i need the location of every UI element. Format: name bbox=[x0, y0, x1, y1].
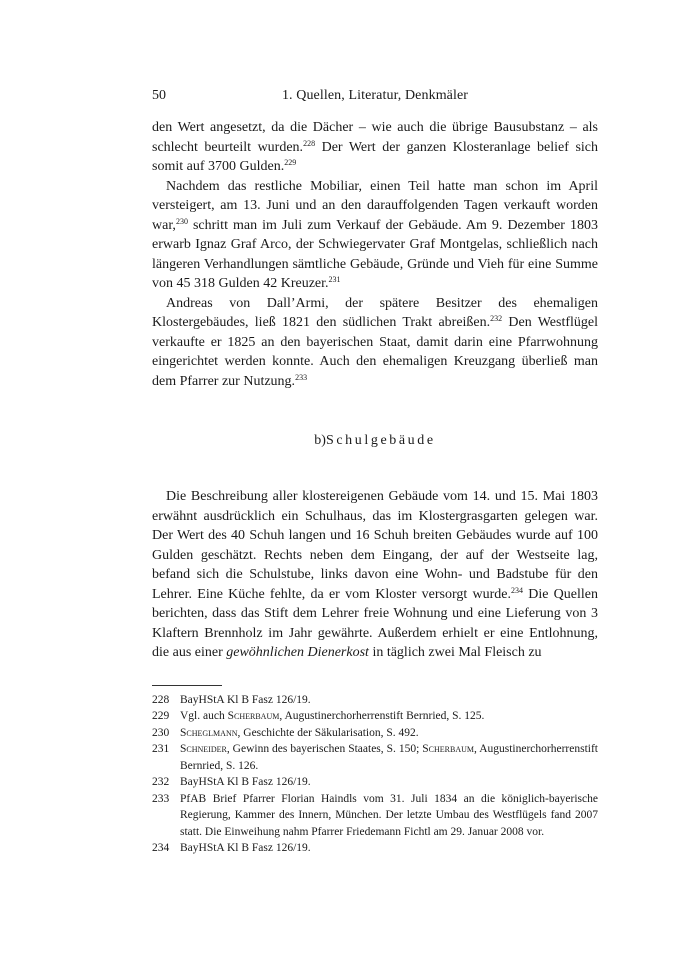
footnote bbox=[152, 692, 598, 709]
footnote bbox=[152, 840, 598, 857]
footnote-number: 231 bbox=[152, 743, 170, 755]
footnote-ref: 231 bbox=[328, 275, 341, 284]
footnote-ref: 230 bbox=[175, 216, 188, 226]
paragraph-text: Die Beschreibung aller klostereigenen Gebäude vom 14. und 15. Mai 1803 erwähnt ausdrücklich ein Schulhaus, das im Klostergrasgarten gelegen war. Der Wert des 40 Schuh langen und 16 Schuh breiten Gebäudes wurde auf 100 Gulden geschätzt. Rechts neben dem Eingang, der auf der Westseite lag, befand sich die Schulstube, links davon eine Wohn- und Badstube für den Lehrer. Eine Küche fehlte, da er vom Kloster versorgt wurde. bbox=[152, 489, 598, 602]
author-name: Scherbaum bbox=[227, 710, 280, 722]
footnote bbox=[152, 741, 598, 774]
footnote-ref: 229 bbox=[284, 158, 297, 167]
paragraph bbox=[152, 118, 598, 177]
footnote-text: BayHStA Kl B Fasz 126/19. bbox=[180, 776, 311, 788]
footnote-text bbox=[180, 725, 598, 742]
paragraph-text: in täglich zwei Mal Fleisch zu bbox=[368, 645, 542, 660]
paragraph bbox=[152, 294, 598, 392]
author-name: Schneider bbox=[180, 743, 227, 755]
footnote-number: 234 bbox=[152, 842, 170, 854]
running-head: 1. Quellen, Literatur, Denkmäler bbox=[281, 88, 469, 103]
footnote bbox=[152, 791, 598, 841]
footnote-number: 228 bbox=[152, 693, 170, 706]
paragraph-text: Die Quellen berichten, dass das Stift dem Lehrer freie Wohnung und eine Lieferung von 3 Klaftern Brennholz im Jahr gewährte. Außerdem erhielt er eine Entlohnung, die aus einer bbox=[152, 586, 598, 660]
paragraph bbox=[152, 177, 598, 294]
body-text bbox=[152, 118, 598, 663]
section-prefix: b) bbox=[314, 433, 326, 448]
footnote-text: BayHStA Kl B Fasz 126/19. bbox=[180, 842, 311, 854]
footnote-divider bbox=[152, 685, 222, 686]
paragraph bbox=[152, 487, 598, 663]
paragraph-text: schritt man im Juli zum Verkauf der Gebäude. Am 9. Dezember 1803 erwarb Ignaz Graf Arco, der Schwiegervater Graf Montgelas, schließlich nach längeren Verhandlungen sämtliche Gebäude, Gründe und Vieh für eine Summe von 45 318 Gulden 42 Kreuzer. bbox=[152, 217, 598, 291]
footnote-text bbox=[180, 708, 598, 725]
footnote-text-part: , Augustinerchorherrenstift Bernried, S. 125. bbox=[279, 710, 485, 722]
footnote-number: 232 bbox=[152, 776, 170, 788]
paragraph-text: Den Westflügel verkaufte er 1825 an den bayerischen Staat, damit darin eine Pfarrwohnung eingerichtet werden konnte. Auch den ehemaligen Kreuzgang überließ man dem Pfarrer zur Nutzung. bbox=[152, 315, 598, 389]
footnote bbox=[152, 774, 598, 791]
footnote-text: PfAB Brief Pfarrer Florian Haindls vom 31. Juli 1834 an die königlich-bayerische Regierung, Kammer des Innern, München. Der letzte Umbau des Westflügels fand 2007 statt. Die Einweihung nahm Pfarrer Friedemann Fichtl am 29. Januar 2008 vor. bbox=[180, 792, 598, 838]
footnote-text-part: , Augustinerchorherrenstift Bernried, S. 126. bbox=[180, 743, 598, 772]
emphasized-term: gewöhnlichen Dienerkost bbox=[226, 645, 369, 660]
footnote-number: 229 bbox=[152, 710, 170, 722]
footnote-text-part: Vgl. auch bbox=[180, 710, 228, 722]
footnote-text-part: , Gewinn des bayerischen Staates, S. 150; bbox=[226, 743, 423, 755]
section-heading bbox=[152, 431, 598, 451]
section-title: Schulgebäude bbox=[325, 433, 436, 448]
footnote-ref: 232 bbox=[490, 314, 503, 323]
paragraph-text: den Wert angesetzt, da die Dächer – wie auch die übrige Bausubstanz – als schlecht beurteilt wurden. bbox=[152, 120, 598, 155]
footnote-number: 230 bbox=[152, 726, 170, 739]
paragraph-text: Andreas von Dall’Armi, der spätere Besitzer des ehemaligen Klostergebäudes, ließ 1821 den südlichen Trakt abreißen. bbox=[152, 295, 598, 330]
footnote-text bbox=[180, 741, 598, 774]
footnote bbox=[152, 725, 598, 742]
book-page bbox=[152, 84, 598, 857]
footnote-number: 233 bbox=[152, 792, 170, 805]
author-name: Scherbaum bbox=[422, 743, 474, 755]
footnote-text-part: , Geschichte der Säkularisation, S. 492. bbox=[237, 726, 419, 739]
paragraph-text: Nachdem das restliche Mobiliar, einen Teil hatte man schon im April versteigert, am 13. Juni und an den darauffolgenden Tagen verkauft worden war, bbox=[152, 178, 598, 233]
footnote bbox=[152, 708, 598, 725]
footnote-ref: 234 bbox=[511, 585, 523, 595]
author-name: Scheglmann bbox=[180, 726, 238, 739]
paragraph-text: Der Wert der ganzen Klosteranlage belief sich somit auf 3700 Gulden. bbox=[152, 139, 598, 174]
footnote-text: BayHStA Kl B Fasz 126/19. bbox=[180, 693, 311, 706]
page-header bbox=[152, 84, 598, 108]
footnote-ref: 233 bbox=[295, 372, 308, 382]
footnotes bbox=[152, 692, 598, 857]
footnote-ref: 228 bbox=[303, 138, 316, 148]
page-number: 50 bbox=[152, 88, 166, 103]
